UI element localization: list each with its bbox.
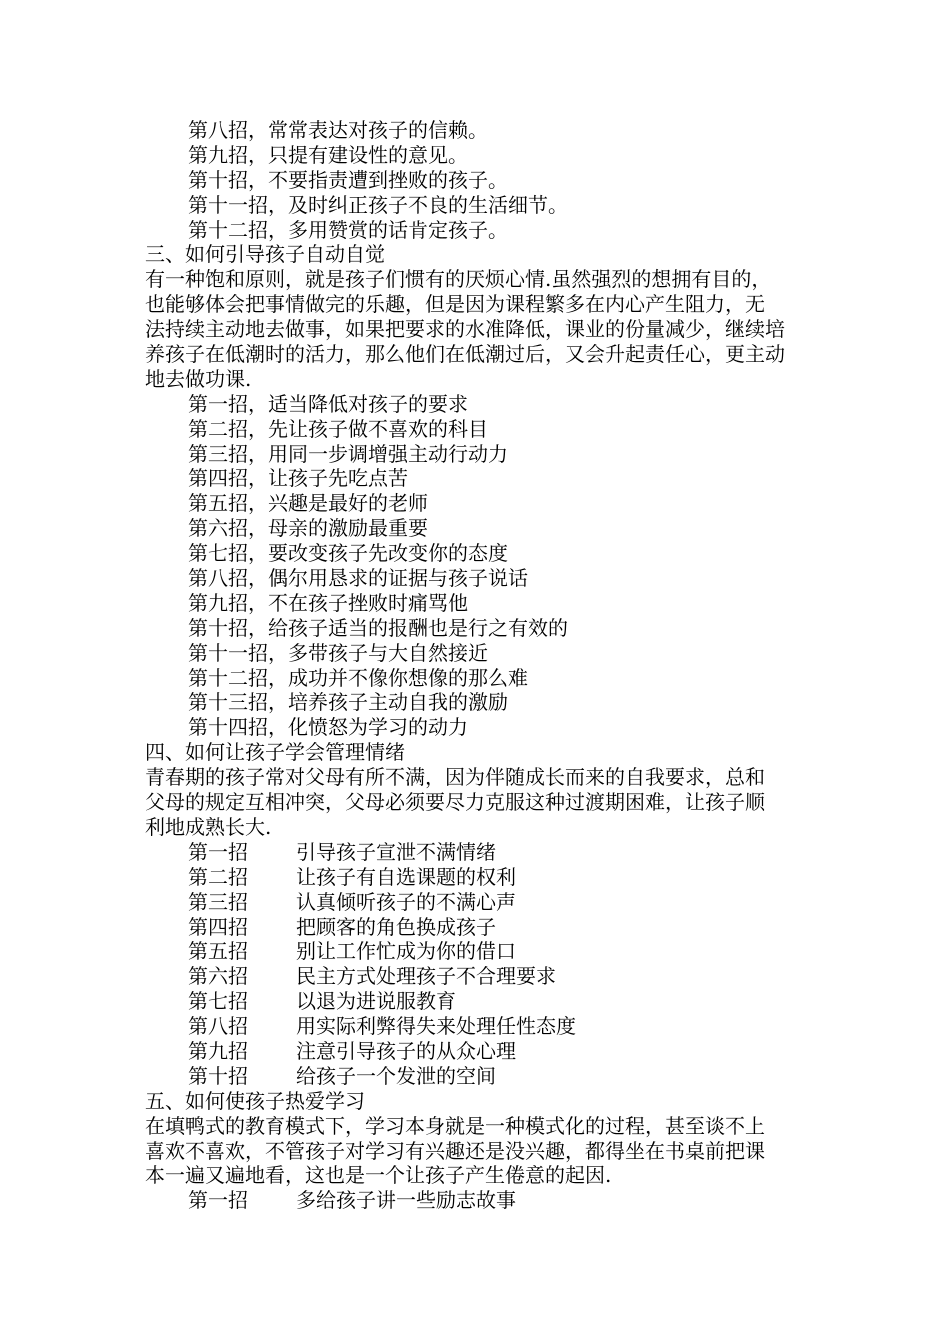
paragraph-line: 有一种饱和原则，就是孩子们惯有的厌烦心情.虽然强烈的想拥有目的， (145, 267, 772, 292)
list-item: 第十二招，多用赞赏的话肯定孩子。 (188, 217, 508, 242)
list-item: 第八招，偶尔用恳求的证据与孩子说话 (188, 566, 528, 591)
paragraph-line: 本一遍又遍地看，这也是一个让孩子产生倦意的起因. (145, 1163, 612, 1188)
paragraph-line: 地去做功课. (145, 366, 252, 391)
list-item: 第十招，给孩子适当的报酬也是行之有效的 (188, 615, 568, 640)
item-number: 第二招 (188, 864, 248, 889)
list-item: 第九招，只提有建设性的意见。 (188, 142, 468, 167)
list-item (145, 1039, 810, 1064)
item-text: 多给孩子讲一些励志故事 (296, 1188, 516, 1213)
section-4 (145, 740, 810, 1088)
list-item: 第十招，不要指责遭到挫败的孩子。 (188, 167, 508, 192)
item-number: 第六招 (188, 964, 248, 989)
section-2-tail (145, 118, 810, 242)
list-item (145, 840, 810, 865)
item-text: 引导孩子宣泄不满情绪 (296, 839, 496, 864)
list-item: 第二招，先让孩子做不喜欢的科目 (188, 416, 488, 441)
list-item (145, 890, 810, 915)
paragraph-line: 法持续主动地去做事，如果把要求的水准降低，课业的份量减少，继续培 (145, 317, 785, 342)
section-heading: 四、如何让孩子学会管理情绪 (145, 740, 405, 765)
item-text: 别让工作忙成为你的借口 (296, 939, 516, 964)
document-body (145, 118, 810, 1213)
item-text: 民主方式处理孩子不合理要求 (296, 964, 556, 989)
item-text: 用实际利弊得失来处理任性态度 (296, 1014, 576, 1039)
paragraph-line: 养孩子在低潮时的活力，那么他们在低潮过后，又会升起责任心，更主动 (145, 342, 785, 367)
list-item (145, 1188, 810, 1213)
item-text: 以退为进说服教育 (296, 989, 456, 1014)
list-item (145, 939, 810, 964)
item-number: 第八招 (188, 1014, 248, 1039)
item-text: 认真倾听孩子的不满心声 (296, 889, 516, 914)
list-item: 第十二招，成功并不像你想像的那么难 (188, 665, 528, 690)
list-item (145, 865, 810, 890)
item-number: 第四招 (188, 914, 248, 939)
item-number: 第一招 (188, 1188, 248, 1213)
section-heading: 三、如何引导孩子自动自觉 (145, 242, 385, 267)
item-number: 第十招 (188, 1063, 248, 1088)
list-item: 第五招，兴趣是最好的老师 (188, 491, 428, 516)
list-item (145, 915, 810, 940)
section-5 (145, 1089, 810, 1213)
list-item: 第十三招，培养孩子主动自我的激励 (188, 690, 508, 715)
item-number: 第七招 (188, 989, 248, 1014)
section-3 (145, 242, 810, 740)
list-item: 第一招，适当降低对孩子的要求 (188, 391, 468, 416)
list-item (145, 964, 810, 989)
list-item: 第十一招，及时纠正孩子不良的生活细节。 (188, 192, 568, 217)
list-item: 第十四招，化愤怒为学习的动力 (188, 715, 468, 740)
item-text: 给孩子一个发泄的空间 (296, 1063, 496, 1088)
list-item (145, 989, 810, 1014)
item-text: 让孩子有自选课题的权利 (296, 864, 516, 889)
paragraph-line: 青春期的孩子常对父母有所不满，因为伴随成长而来的自我要求，总和 (145, 765, 765, 790)
list-item: 第七招，要改变孩子先改变你的态度 (188, 541, 508, 566)
item-number: 第一招 (188, 839, 248, 864)
list-item (145, 1014, 810, 1039)
item-text: 把顾客的角色换成孩子 (296, 914, 496, 939)
list-item: 第八招，常常表达对孩子的信赖。 (188, 118, 488, 142)
item-number: 第九招 (188, 1038, 248, 1063)
paragraph-line: 在填鸭式的教育模式下，学习本身就是一种模式化的过程，甚至谈不上 (145, 1113, 765, 1138)
item-number: 第三招 (188, 889, 248, 914)
paragraph-line: 父母的规定互相冲突，父母必须要尽力克服这种过渡期困难，让孩子顺 (145, 790, 765, 815)
paragraph-line: 也能够体会把事情做完的乐趣，但是因为课程繁多在内心产生阻力，无 (145, 292, 765, 317)
list-item: 第六招，母亲的激励最重要 (188, 516, 428, 541)
list-item (145, 1064, 810, 1089)
list-item: 第三招，用同一步调增强主动行动力 (188, 441, 508, 466)
list-item: 第十一招，多带孩子与大自然接近 (188, 640, 488, 665)
list-item: 第四招，让孩子先吃点苦 (188, 466, 408, 491)
item-number: 第五招 (188, 939, 248, 964)
paragraph-line: 喜欢不喜欢，不管孩子对学习有兴趣还是没兴趣，都得坐在书桌前把课 (145, 1138, 765, 1163)
paragraph-line: 利地成熟长大. (145, 814, 272, 839)
section-heading: 五、如何使孩子热爱学习 (145, 1088, 365, 1113)
item-text: 注意引导孩子的从众心理 (296, 1038, 516, 1063)
list-item: 第九招，不在孩子挫败时痛骂他 (188, 590, 468, 615)
